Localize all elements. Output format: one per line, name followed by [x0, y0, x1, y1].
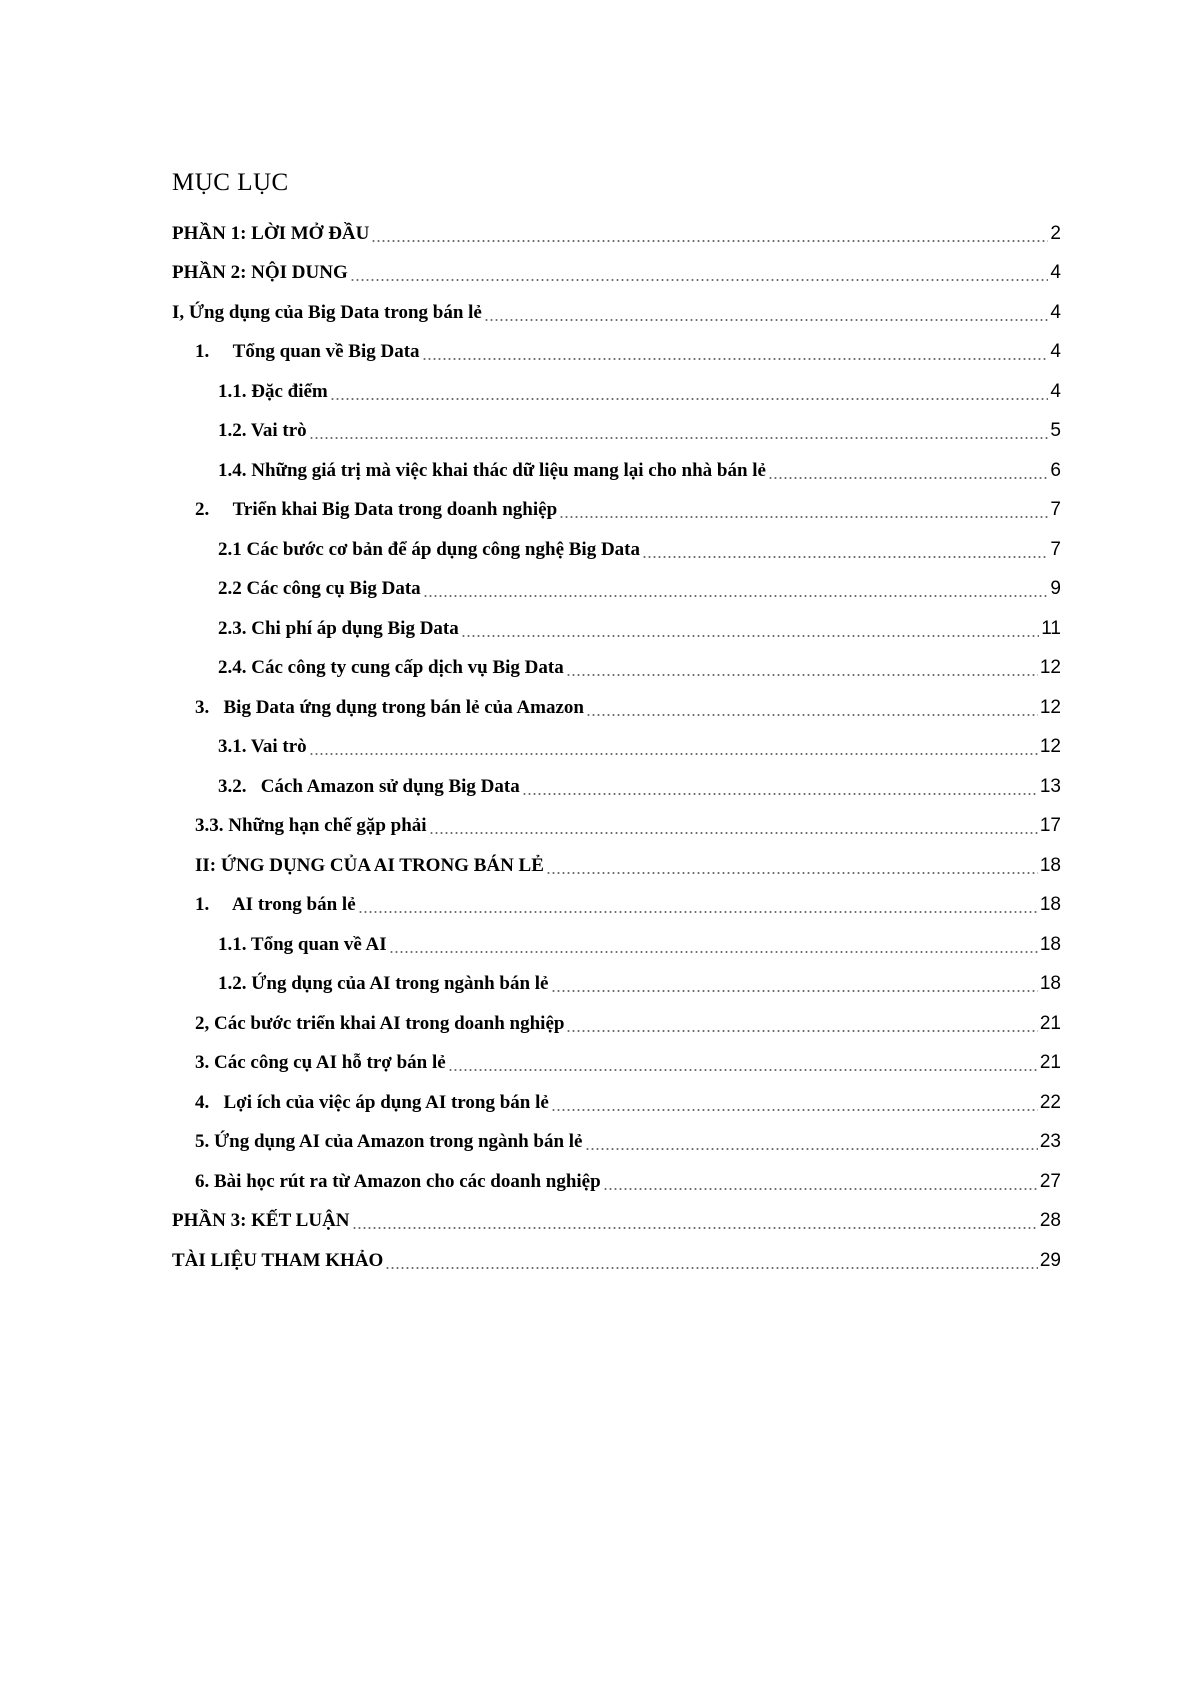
toc-entry-text: 1.1. Tổng quan về AI	[218, 933, 387, 955]
toc-leader-dots	[603, 1170, 1038, 1194]
toc-entry[interactable]	[172, 1162, 1061, 1202]
toc-entry-text: PHẦN 2: NỘI DUNG	[172, 262, 348, 284]
toc-entry[interactable]	[172, 846, 1061, 886]
toc-entry-page-number: 21	[1039, 1052, 1061, 1074]
toc-entry-text: 2.2 Các công cụ Big Data	[218, 578, 421, 600]
toc-leader-dots	[423, 577, 1049, 601]
toc-entry[interactable]	[172, 925, 1061, 965]
toc-leader-dots	[358, 893, 1038, 917]
toc-leader-dots	[309, 735, 1038, 759]
toc-entry[interactable]	[172, 412, 1061, 452]
toc-leader-dots	[559, 498, 1048, 522]
toc-entry-text: 3.3. Những hạn chế gặp phải	[195, 815, 427, 837]
toc-leader-dots	[566, 1012, 1037, 1036]
toc-entry-page-number: 22	[1039, 1091, 1061, 1113]
table-of-contents	[172, 214, 1061, 1281]
toc-leader-dots	[551, 1091, 1038, 1115]
toc-entry-text: 2, Các bước triển khai AI trong doanh nghiệp	[195, 1012, 565, 1034]
toc-entry-text: 1. AI trong bán lẻ	[195, 894, 356, 916]
toc-entry-text: 2.4. Các công ty cung cấp dịch vụ Big Data	[218, 657, 564, 679]
toc-entry[interactable]	[172, 965, 1061, 1005]
toc-leader-dots	[461, 617, 1040, 641]
toc-entry[interactable]	[172, 807, 1061, 847]
toc-leader-dots	[389, 933, 1038, 957]
toc-entry[interactable]	[172, 1123, 1061, 1163]
toc-leader-dots	[642, 538, 1048, 562]
toc-entry[interactable]	[172, 609, 1061, 649]
toc-entry[interactable]	[172, 767, 1061, 807]
toc-entry-page-number: 18	[1039, 933, 1061, 955]
toc-entry-text: 1.2. Ứng dụng của AI trong ngành bán lẻ	[218, 973, 549, 995]
toc-entry[interactable]	[172, 293, 1061, 333]
toc-entry-page-number: 11	[1041, 617, 1061, 639]
toc-leader-dots	[429, 814, 1038, 838]
toc-leader-dots	[371, 222, 1048, 246]
toc-entry[interactable]	[172, 1044, 1061, 1084]
toc-entry[interactable]	[172, 254, 1061, 294]
toc-entry-page-number: 21	[1039, 1012, 1061, 1034]
toc-leader-dots	[484, 301, 1049, 325]
toc-leader-dots	[330, 380, 1049, 404]
toc-entry[interactable]	[172, 372, 1061, 412]
toc-entry[interactable]	[172, 1241, 1061, 1281]
toc-leader-dots	[551, 972, 1038, 996]
toc-entry[interactable]	[172, 451, 1061, 491]
toc-leader-dots	[566, 656, 1038, 680]
toc-leader-dots	[350, 261, 1049, 285]
toc-leader-dots	[448, 1051, 1038, 1075]
toc-entry-page-number: 12	[1039, 657, 1061, 679]
toc-entry[interactable]	[172, 1202, 1061, 1242]
toc-entry-text: 3.2. Cách Amazon sử dụng Big Data	[218, 775, 520, 797]
toc-entry-text: 5. Ứng dụng AI của Amazon trong ngành bán lẻ	[195, 1131, 583, 1153]
toc-leader-dots	[385, 1249, 1038, 1273]
toc-title: MỤC LỤC	[172, 169, 289, 196]
toc-entry-text: 3. Big Data ứng dụng trong bán lẻ của Amazon	[195, 696, 584, 718]
toc-entry-text: TÀI LIỆU THAM KHẢO	[172, 1249, 384, 1271]
toc-entry-page-number: 28	[1039, 1210, 1061, 1232]
toc-entry-text: 2.3. Chi phí áp dụng Big Data	[218, 617, 459, 639]
toc-entry-page-number: 4	[1050, 301, 1061, 323]
toc-leader-dots	[422, 340, 1049, 364]
toc-entry[interactable]	[172, 886, 1061, 926]
toc-entry-text: 2. Triển khai Big Data trong doanh nghiệp	[195, 499, 558, 521]
toc-entry[interactable]	[172, 530, 1061, 570]
toc-entry[interactable]	[172, 570, 1061, 610]
toc-entry-text: 3.1. Vai trò	[218, 736, 307, 758]
toc-entry-page-number: 27	[1039, 1170, 1061, 1192]
toc-leader-dots	[352, 1209, 1038, 1233]
toc-entry[interactable]	[172, 1083, 1061, 1123]
toc-leader-dots	[522, 775, 1038, 799]
toc-entry[interactable]	[172, 491, 1061, 531]
toc-entry-text: I, Ứng dụng của Big Data trong bán lẻ	[172, 301, 482, 323]
toc-entry-text: II: ỨNG DỤNG CỦA AI TRONG BÁN LẺ	[195, 854, 544, 876]
toc-entry-text: PHẦN 1: LỜI MỞ ĐẦU	[172, 222, 370, 244]
toc-entry-page-number: 17	[1039, 815, 1061, 837]
toc-entry-page-number: 9	[1050, 578, 1061, 600]
toc-entry-page-number: 29	[1039, 1249, 1061, 1271]
toc-entry-page-number: 4	[1050, 341, 1061, 363]
toc-leader-dots	[585, 1130, 1038, 1154]
toc-entry-text: 4. Lợi ích của việc áp dụng AI trong bán lẻ	[195, 1091, 549, 1113]
toc-entry-page-number: 12	[1039, 696, 1061, 718]
toc-entry-page-number: 23	[1039, 1131, 1061, 1153]
toc-entry[interactable]	[172, 688, 1061, 728]
toc-entry-page-number: 18	[1039, 894, 1061, 916]
toc-entry[interactable]	[172, 649, 1061, 689]
toc-entry-text: 3. Các công cụ AI hỗ trợ bán lẻ	[195, 1052, 446, 1074]
toc-entry[interactable]	[172, 333, 1061, 373]
toc-entry-page-number: 6	[1050, 459, 1061, 481]
toc-leader-dots	[768, 459, 1048, 483]
toc-leader-dots	[586, 696, 1038, 720]
toc-entry-page-number: 18	[1039, 854, 1061, 876]
toc-entry-text: 1.1. Đặc điểm	[218, 380, 328, 402]
toc-entry-text: 1.2. Vai trò	[218, 420, 307, 442]
toc-entry[interactable]	[172, 214, 1061, 254]
toc-entry-page-number: 18	[1039, 973, 1061, 995]
toc-entry-page-number: 13	[1039, 775, 1061, 797]
toc-entry-page-number: 7	[1050, 538, 1061, 560]
toc-entry-text: 1.4. Những giá trị mà việc khai thác dữ liệu mang lại cho nhà bán lẻ	[218, 459, 766, 481]
toc-leader-dots	[309, 419, 1049, 443]
toc-entry-text: 1. Tổng quan về Big Data	[195, 341, 420, 363]
toc-entry-page-number: 12	[1039, 736, 1061, 758]
toc-entry[interactable]	[172, 1004, 1061, 1044]
toc-entry-text: PHẦN 3: KẾT LUẬN	[172, 1210, 350, 1232]
toc-entry-page-number: 4	[1050, 262, 1061, 284]
toc-entry[interactable]	[172, 728, 1061, 768]
toc-entry-page-number: 4	[1050, 380, 1061, 402]
toc-entry-page-number: 7	[1050, 499, 1061, 521]
toc-entry-text: 2.1 Các bước cơ bản để áp dụng công nghệ Big Data	[218, 538, 640, 560]
toc-entry-page-number: 2	[1050, 222, 1061, 244]
toc-entry-page-number: 5	[1050, 420, 1061, 442]
toc-entry-text: 6. Bài học rút ra từ Amazon cho các doanh nghiệp	[195, 1170, 601, 1192]
toc-leader-dots	[546, 854, 1038, 878]
